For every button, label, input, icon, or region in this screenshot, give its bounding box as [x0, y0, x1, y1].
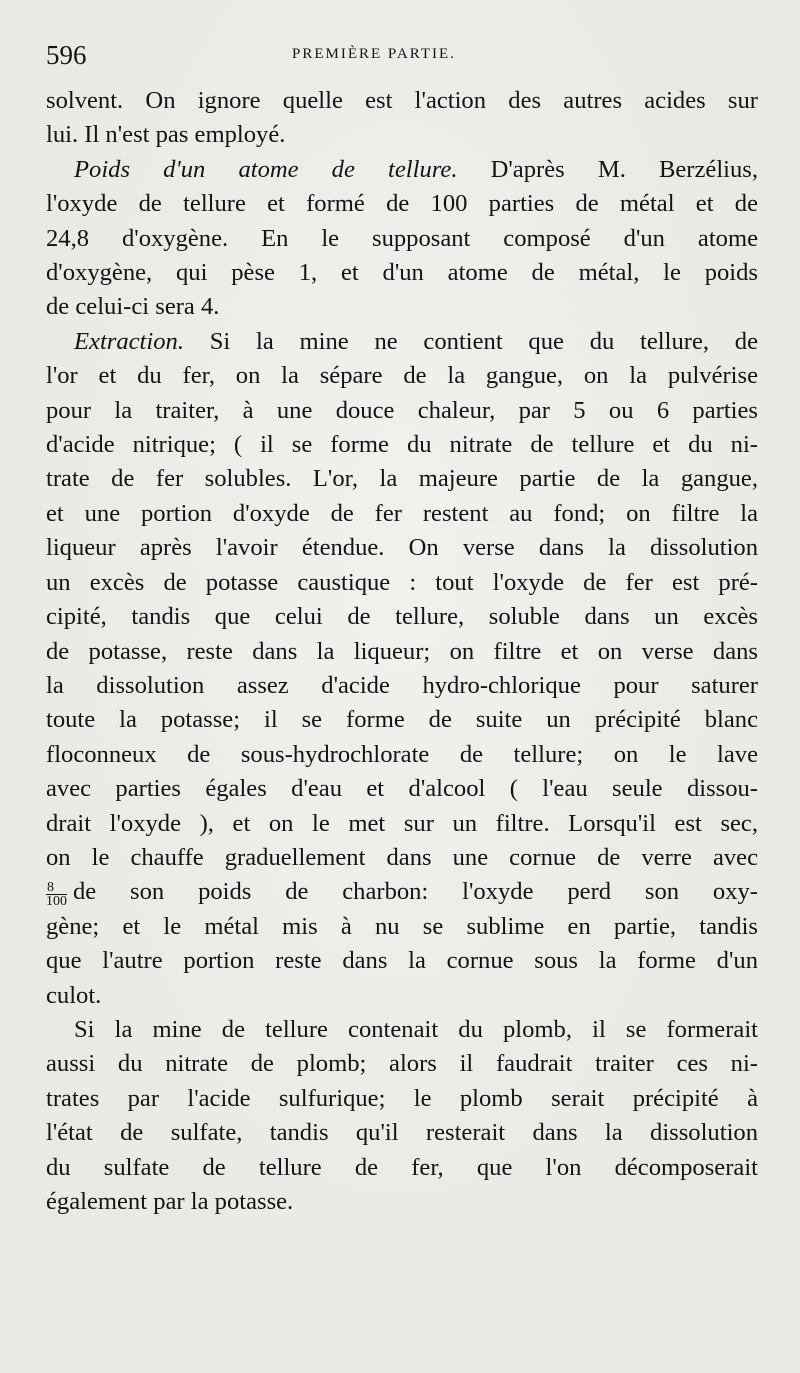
text-line: Si la mine de tellure contenait du plomb, il se formerait — [74, 1015, 758, 1043]
text-line: toute la potasse; il se forme de suite un précipité blanc — [46, 706, 758, 734]
text-line: avec parties égales d'eau et d'alcool ( l'eau seule dissou- — [46, 775, 758, 803]
text-line: d'oxygène, qui pèse 1, et d'un atome de métal, le poids — [46, 259, 758, 287]
text-line: lui. Il n'est pas employé. — [46, 121, 286, 149]
text-line: trates par l'acide sulfurique; le plomb serait précipité à — [46, 1084, 758, 1112]
text-line: que l'autre portion reste dans la cornue sous la forme d'un — [46, 947, 758, 975]
text-line: l'état de sulfate, tandis qu'il resterait dans la dissolution — [46, 1119, 758, 1147]
paragraph-lead-ore — [46, 1013, 758, 1219]
text-line: drait l'oxyde ), et on le met sur un filtre. Lorsqu'il est sec, — [46, 809, 758, 837]
text-line: aussi du nitrate de plomb; alors il faudrait traiter ces ni- — [46, 1050, 758, 1078]
text-line: $\frac{8}{100}$ de son poids de charbon: l'oxyde perd son oxy- — [46, 878, 758, 910]
text-line: trate de fer solubles. L'or, la majeure partie de la gangue, — [46, 465, 758, 493]
text-line: de celui-ci sera 4. — [46, 293, 220, 321]
paragraph-heading: Poids d'un atome de tellure. — [74, 155, 458, 183]
text-line: et une portion d'oxyde de fer restent au fond; on filtre la — [46, 499, 758, 527]
text-line: liqueur après l'avoir étendue. On verse dans la dissolution — [46, 534, 758, 562]
text-line: floconneux de sous-hydrochlorate de tellure; on le lave — [46, 740, 758, 768]
text-line: culot. — [46, 981, 102, 1009]
page-number: 596 — [46, 40, 87, 70]
text-line: solvent. On ignore quelle est l'action des autres acides sur — [46, 87, 758, 114]
fraction-numerator: 8 — [46, 881, 67, 895]
text-line: gène; et le métal mis à nu se sublime en partie, tandis — [46, 912, 758, 940]
text-line: 24,8 d'oxygène. En le supposant composé d'un atome — [46, 224, 758, 252]
text-line: un excès de potasse caustique : tout l'oxyde de fer est pré- — [46, 568, 758, 596]
text-line: pour la traiter, à une douce chaleur, par 5 ou 6 parties — [46, 396, 758, 424]
running-title: PREMIÈRE PARTIE. — [292, 46, 456, 62]
body-text — [46, 84, 758, 1219]
text-line: d'acide nitrique; ( il se forme du nitrate de tellure et du ni- — [46, 431, 758, 459]
paragraph-atomic-weight — [46, 153, 758, 325]
paragraph-1 — [46, 84, 758, 153]
text-line: Extraction. Si la mine ne contient que du tellure, de — [74, 327, 758, 355]
text-line: également par la potasse. — [46, 1188, 294, 1215]
text-line: du sulfate de tellure de fer, que l'on décomposerait — [46, 1153, 758, 1181]
fraction — [46, 881, 67, 908]
text-line: cipité, tandis que celui de tellure, soluble dans un excès — [46, 603, 758, 631]
text-line: on le chauffe graduellement dans une cornue de verre avec — [46, 843, 758, 871]
text-line: la dissolution assez d'acide hydro-chlorique pour saturer — [46, 671, 758, 699]
text-line: Poids d'un atome de tellure. D'après M. Berzélius, — [74, 155, 758, 183]
text-line: l'or et du fer, on la sépare de la gangue, on la pulvérise — [46, 362, 758, 390]
fraction-denominator: 100 — [46, 894, 67, 910]
paragraph-extraction — [46, 325, 758, 1013]
text-line: l'oxyde de tellure et formé de 100 parties de métal et de — [46, 190, 758, 218]
paragraph-heading: Extraction. — [74, 327, 184, 355]
text-line: de potasse, reste dans la liqueur; on filtre et on verse dans — [46, 637, 758, 665]
running-head — [46, 36, 758, 84]
